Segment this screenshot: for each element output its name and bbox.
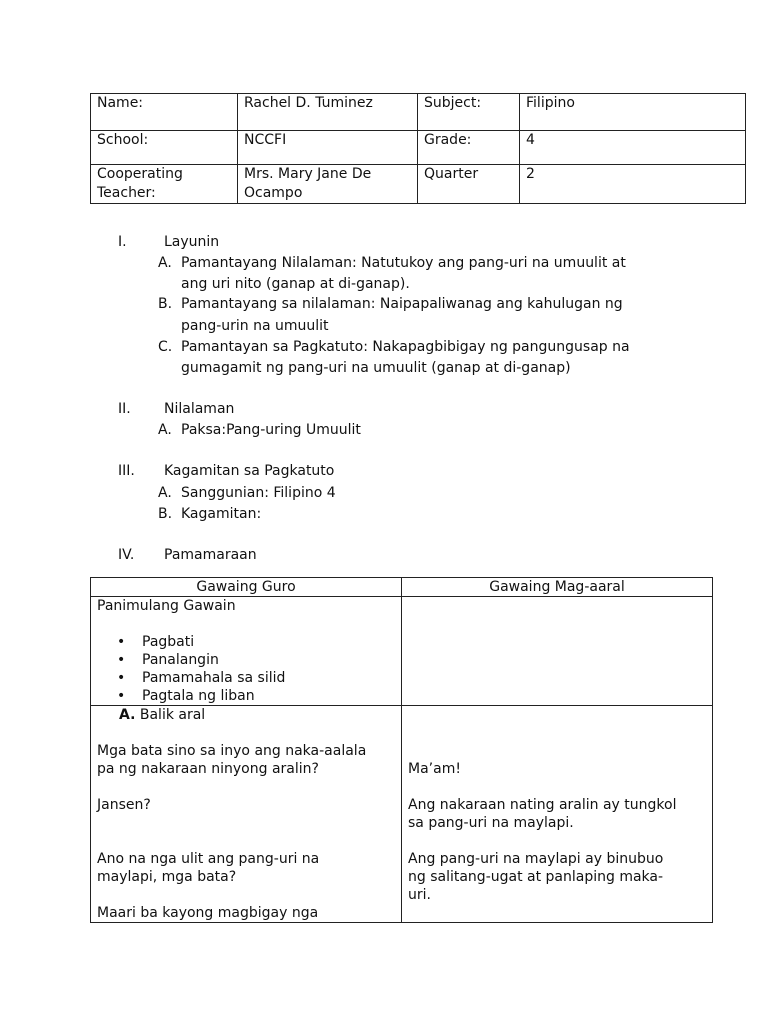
- item-text: Paksa:Pang-uring Umuulit: [181, 422, 361, 438]
- item-text: Pamantayang sa nilalaman: Naipapaliwanag ang kahulugan ng: [181, 296, 623, 312]
- section-title: Pamamaraan: [164, 547, 257, 563]
- review-teacher-cell: [91, 706, 402, 923]
- item-letter: A.: [158, 422, 172, 438]
- teacher-line: Jansen?: [97, 797, 151, 813]
- review-title: Balik aral: [139, 707, 206, 723]
- teacher-label-line2: Teacher:: [97, 185, 156, 201]
- student-line: sa pang-uri na maylapi.: [408, 815, 574, 831]
- list-item: • Pagbati: [97, 633, 395, 651]
- school-label: School:: [91, 131, 238, 165]
- teacher-line: Ano na nga ulit ang pang-uri na: [97, 851, 320, 867]
- teacher-value-line1: Mrs. Mary Jane De: [244, 166, 372, 182]
- section-title: Layunin: [164, 234, 220, 250]
- item-text: pang-urin na umuulit: [181, 318, 329, 334]
- item-text: Pamantayang Nilalaman: Natutukoy ang pang-uri na umuulit at: [181, 255, 626, 271]
- student-line: uri.: [408, 887, 431, 903]
- teacher-value-line2: Ocampo: [244, 185, 303, 201]
- procedure-header-row: [91, 578, 713, 597]
- review-heading: [97, 706, 395, 724]
- quarter-label: Quarter: [418, 165, 520, 204]
- grade-value: 4: [520, 131, 746, 165]
- name-value: Rachel D. Tuminez: [238, 94, 418, 131]
- item-text: gumagamit ng pang-uri na umuulit (ganap at di-ganap): [181, 360, 571, 376]
- name-label: Name:: [91, 94, 238, 131]
- intro-cell: [91, 597, 402, 706]
- item-letter: A.: [158, 485, 172, 501]
- teacher-label: [91, 165, 238, 204]
- subject-value: Filipino: [520, 94, 746, 131]
- section-number: IV.: [118, 547, 135, 563]
- student-line: Ma’am!: [408, 761, 461, 777]
- review-row: [91, 706, 713, 923]
- teacher-label-line1: Cooperating: [97, 166, 183, 182]
- item-letter: A.: [158, 255, 172, 271]
- list-item: • Pagtala ng liban: [97, 687, 395, 705]
- student-line: Ang pang-uri na maylapi ay binubuo: [408, 851, 664, 867]
- intro-student-cell: [402, 597, 713, 706]
- teacher-line: pa ng nakaraan ninyong aralin?: [97, 761, 319, 777]
- review-student-cell: [402, 706, 713, 923]
- section-number: III.: [118, 463, 135, 479]
- subject-label: Subject:: [418, 94, 520, 131]
- section-number: II.: [118, 401, 131, 417]
- student-line: Ang nakaraan nating aralin ay tungkol: [408, 797, 677, 813]
- review-letter: A.: [119, 707, 136, 723]
- info-table: [90, 93, 746, 204]
- item-text: Sanggunian: Filipino 4: [181, 485, 336, 501]
- procedure-table: [90, 577, 713, 923]
- student-activity-header: Gawaing Mag-aaral: [402, 578, 713, 597]
- item-letter: B.: [158, 296, 173, 312]
- list-item: • Pamamahala sa silid: [97, 669, 395, 687]
- section-title: Kagamitan sa Pagkatuto: [164, 463, 335, 479]
- info-row-school: [91, 131, 746, 165]
- list-item: • Panalangin: [97, 651, 395, 669]
- item-letter: C.: [158, 339, 173, 355]
- teacher-line: maylapi, mga bata?: [97, 869, 237, 885]
- quarter-value: 2: [520, 165, 746, 204]
- item-text: Kagamitan:: [181, 506, 262, 522]
- item-letter: B.: [158, 506, 173, 522]
- info-row-teacher: [91, 165, 746, 204]
- intro-title: Panimulang Gawain: [97, 598, 236, 614]
- intro-list: [97, 633, 395, 705]
- student-line: ng salitang-ugat at panlaping maka-: [408, 869, 664, 885]
- school-value: NCCFI: [238, 131, 418, 165]
- teacher-line: Mga bata sino sa inyo ang naka-aalala: [97, 743, 367, 759]
- teacher-line: Maari ba kayong magbigay nga: [97, 905, 319, 921]
- info-row-name: [91, 94, 746, 131]
- teacher-activity-header: Gawaing Guro: [91, 578, 402, 597]
- grade-label: Grade:: [418, 131, 520, 165]
- section-number: I.: [118, 234, 127, 250]
- item-text: ang uri nito (ganap at di-ganap).: [181, 276, 410, 292]
- intro-row: [91, 597, 713, 706]
- section-title: Nilalaman: [164, 401, 235, 417]
- teacher-value: [238, 165, 418, 204]
- item-text: Pamantayan sa Pagkatuto: Nakapagbibigay ng pangungusap na: [181, 339, 630, 355]
